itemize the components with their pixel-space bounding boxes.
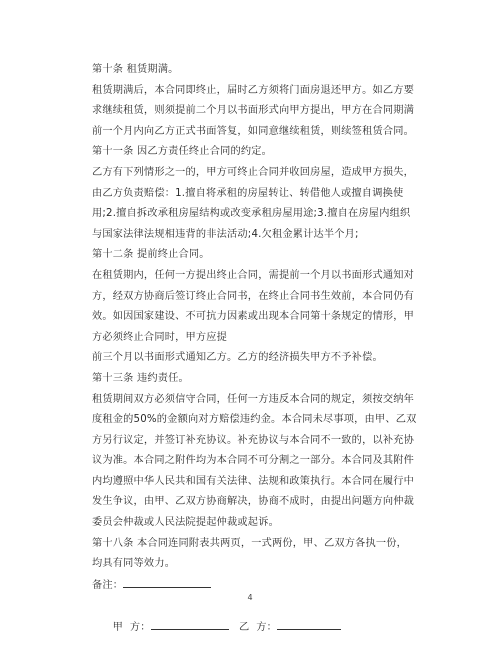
paragraph [92,266,417,348]
paragraph [92,245,417,266]
clause-13-body: 租赁期间双方必须信守合同，任何一方违反本合同的规定，须按交纳年度租金的50%的金额向对方赔偿违约金。本合同未尽事项，由甲、乙双方另行议定，并签订补充协议。补充协议与本合同不一致的，以补充协议为准。本合同之附件均为本合同不可分割之一部分。本合同及其附件内均遵照中华人民共和国有关法律、法规和政策执行。本合同在履行中发生争议，由甲、乙双方协商解决，协商不成时，由提出问题方向仲裁委员会仲裁或人民法院提起仲裁或起诉。 [92,393,417,529]
clause-11-body: 乙方有下列情形之一的，甲方可终止合同并收回房屋，造成甲方损失，由乙方负责赔偿：1.擅自将承租的房屋转让、转借他人或擅自调换使用;2.擅自拆改承租房屋结构或改变承租房屋用途;3.擅自在房屋内组织与国家法律法规相违背的非法活动;4.欠租金累计达半个月; [92,166,415,240]
party-b-blank[interactable] [277,617,341,630]
clause-18-body: 第十八条 本合同连同附表共两页，一式两份，甲、乙双方各执一份，均具有同等效力。 [92,537,408,570]
page-number: 4 [247,593,253,602]
party-b-label: 乙 方： [239,622,278,634]
clause-12-body-cont: 前三个月以书面形式通知乙方。乙方的经济损失甲方不予补偿。 [92,352,383,364]
signature-row [92,596,417,659]
paragraph [92,390,417,534]
clause-12-body: 在租赁期内，任何一方提出终止合同，需提前一个月以书面形式通知对方，经双方协商后签订终止合同书，在终止合同书生效前，本合同仍有效。如因国家建设、不可抗力因素或出现本合同第十条规定的情形，甲方必须终止合同时，甲方应提 [92,269,415,343]
paragraph [92,534,417,575]
paragraph [92,163,417,245]
clause-10-heading: 第十条 租赁期满。 [92,64,179,75]
clause-13-heading: 第十三条 违约责任。 [92,372,189,384]
remarks-label: 备注： [92,579,124,591]
document-body [92,60,417,659]
party-a-blank[interactable] [151,617,229,630]
remarks-blank[interactable] [123,575,211,588]
paragraph [92,369,417,390]
clause-12-heading: 第十二条 提前终止合同。 [92,249,210,261]
party-a-label: 甲 方： [112,622,151,634]
paragraph [92,81,417,163]
clause-10-body: 租赁期满后，本合同即终止，届时乙方须将门面房退还甲方。如乙方要求继续租赁，则须提前二个月以书面形式向甲方提出，甲方在合同期满前一个月内向乙方正式书面答复，如同意继续租赁，则续签租赁合同。 第十一条 因乙方责任终止合同的约定。 [92,84,415,158]
paragraph [92,60,417,81]
paragraph [92,348,417,369]
